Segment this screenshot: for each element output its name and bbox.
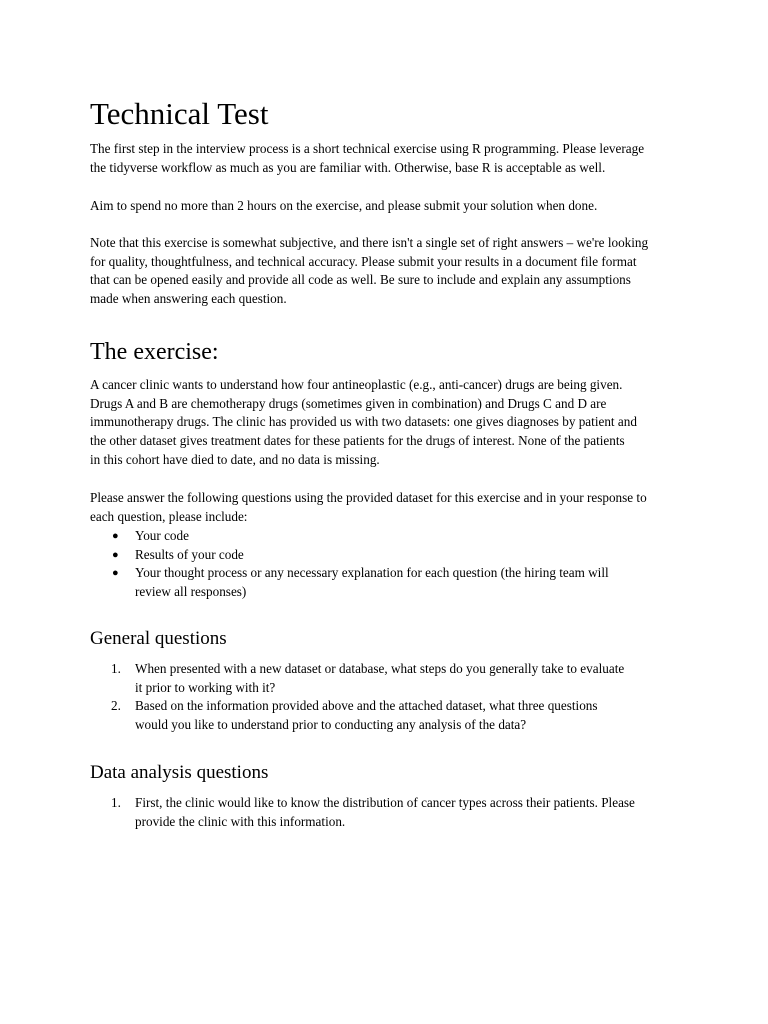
instructions-line: each question, please include:	[90, 508, 248, 524]
document-title: Technical Test	[90, 96, 269, 131]
note-line: that can be opened easily and provide all code as well. Be sure to include and explain any assumptions	[90, 272, 631, 288]
exercise-line: immunotherapy drugs. The clinic has provided us with two datasets: one gives diagnoses by patient and	[90, 414, 637, 430]
question-item	[90, 660, 624, 697]
question-item	[90, 697, 624, 734]
general-questions-heading: General questions	[90, 628, 227, 649]
bullet-text: Results of your code	[135, 546, 244, 562]
exercise-description	[90, 376, 637, 470]
intro-paragraph	[90, 140, 644, 177]
question-text: it prior to working with it?	[135, 679, 276, 695]
response-bullet-list	[90, 527, 609, 602]
note-line: for quality, thoughtfulness, and technical accuracy. Please submit your results in a document file format	[90, 253, 637, 269]
intro-line: The first step in the interview process is a short technical exercise using R programming. Please leverage	[90, 141, 645, 156]
bullet-item	[90, 527, 609, 546]
bullet-item	[90, 546, 609, 565]
aim-paragraph	[90, 197, 597, 216]
note-paragraph	[90, 234, 648, 309]
bullet-icon: ●	[112, 548, 119, 561]
question-item	[90, 794, 635, 831]
question-text: When presented with a new dataset or database, what steps do you generally take to evaluate	[135, 661, 625, 676]
question-number: 1.	[111, 661, 121, 676]
question-number: 2.	[111, 698, 121, 714]
bullet-text: Your code	[135, 528, 189, 543]
bullet-item	[90, 564, 609, 601]
intro-line: the tidyverse workflow as much as you are familiar with. Otherwise, base R is acceptable as well.	[90, 159, 606, 175]
bullet-icon: ●	[112, 567, 119, 580]
question-text: Based on the information provided above and the attached dataset, what three questions	[135, 698, 598, 714]
exercise-line: Drugs A and B are chemotherapy drugs (sometimes given in combination) and Drugs C and D are	[90, 395, 607, 411]
note-line: made when answering each question.	[90, 291, 287, 307]
instructions-line: Please answer the following questions using the provided dataset for this exercise and in your response to	[90, 490, 647, 505]
question-text: would you like to understand prior to conducting any analysis of the data?	[135, 717, 527, 733]
note-line: Note that this exercise is somewhat subjective, and there isn't a single set of right answers – we're looking	[90, 235, 649, 250]
exercise-line: the other dataset gives treatment dates for these patients for the drugs of interest. None of the patients	[90, 433, 625, 449]
bullet-icon: ●	[112, 530, 119, 542]
question-number: 1.	[111, 795, 121, 810]
question-text: First, the clinic would like to know the distribution of cancer types across their patients. Please	[135, 795, 635, 810]
data-analysis-list	[90, 794, 635, 831]
exercise-heading: The exercise:	[90, 339, 219, 365]
general-questions-list	[90, 660, 624, 735]
exercise-line: A cancer clinic wants to understand how four antineoplastic (e.g., anti-cancer) drugs are being given.	[90, 377, 623, 392]
data-analysis-heading: Data analysis questions	[90, 762, 269, 783]
instructions-paragraph	[90, 489, 647, 526]
question-text: provide the clinic with this information.	[135, 813, 346, 829]
bullet-text: review all responses)	[135, 584, 247, 600]
exercise-line: in this cohort have died to date, and no data is missing.	[90, 451, 380, 467]
aim-line: Aim to spend no more than 2 hours on the exercise, and please submit your solution when done.	[90, 198, 598, 213]
bullet-text: Your thought process or any necessary explanation for each question (the hiring team will	[135, 565, 609, 581]
